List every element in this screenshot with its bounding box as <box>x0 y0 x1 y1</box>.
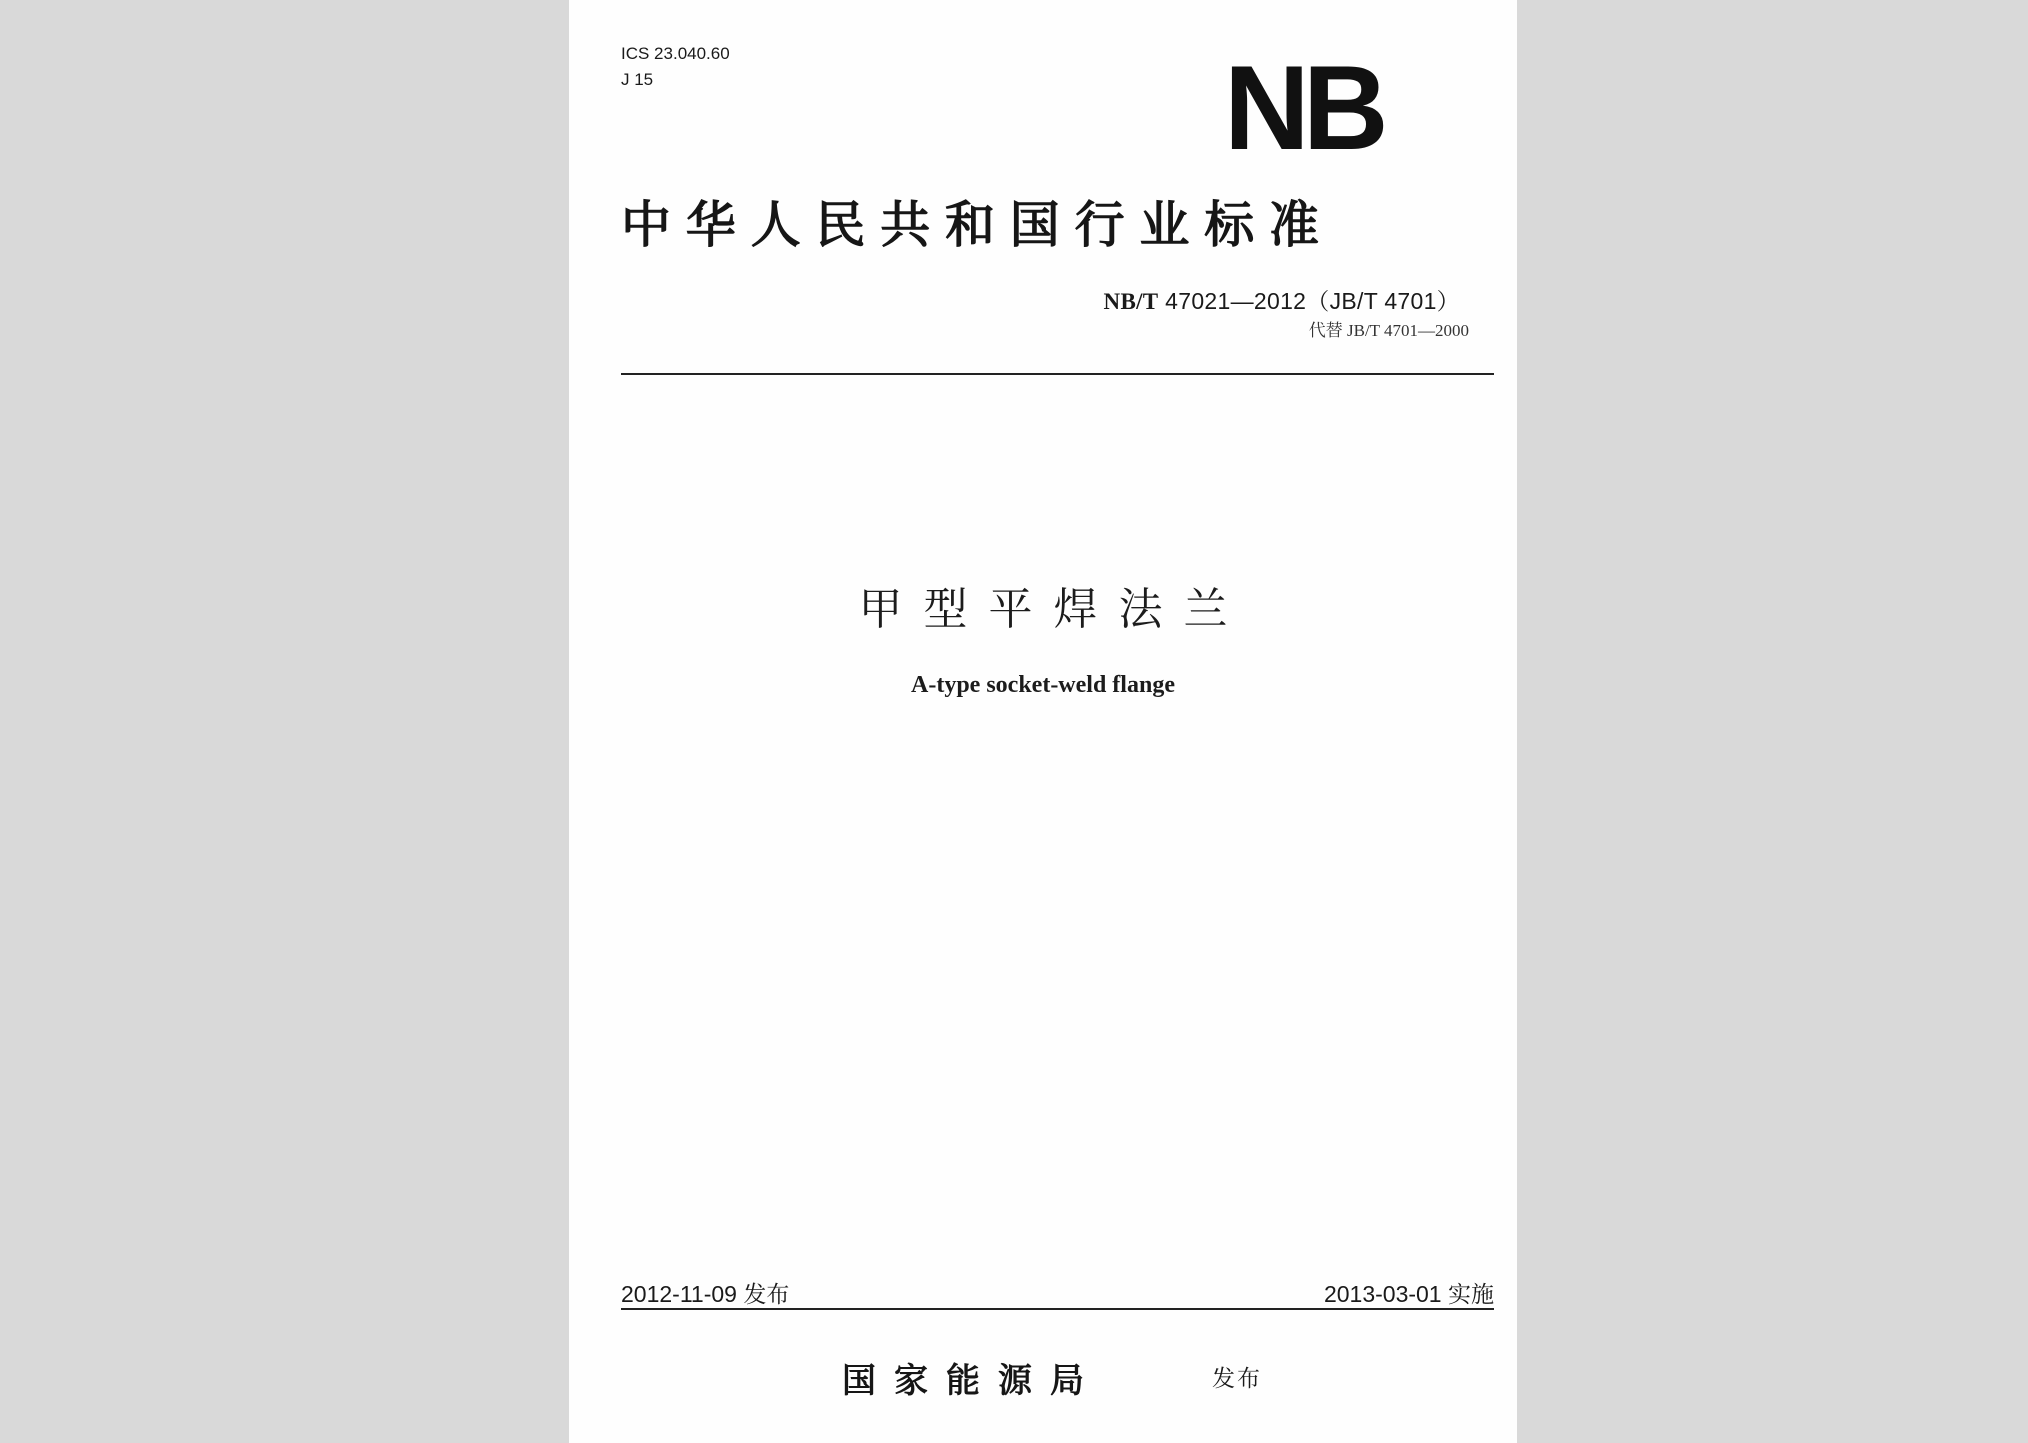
footer-divider <box>621 1308 1494 1310</box>
issuing-label: 发布 <box>1212 1366 1262 1392</box>
issue-date: 2012-11-09 发布 <box>621 1281 790 1307</box>
standard-cover-page <box>569 0 1517 1443</box>
standard-category-title: 中华人民共和国行业标准 <box>621 195 1334 254</box>
header-divider <box>621 373 1494 375</box>
ics-code: ICS 23.040.60 <box>621 44 730 63</box>
standard-number-prefix: NB/T <box>1103 289 1159 314</box>
implementation-date: 2013-03-01 实施 <box>1323 1281 1494 1307</box>
standard-number-rest: 47021—2012（JB/T 4701） <box>1165 288 1460 314</box>
document-title-english: A-type socket-weld flange <box>911 672 1175 698</box>
replaces-standard: 代替 JB/T 4701—2000 <box>1308 321 1469 340</box>
issuing-authority: 国家能源局 <box>842 1361 1102 1401</box>
document-title-chinese: 甲型平焊法兰 <box>858 584 1249 635</box>
classification-code: J 15 <box>621 70 654 89</box>
standard-number <box>1104 283 1460 316</box>
nb-logo: NB <box>1224 41 1382 176</box>
